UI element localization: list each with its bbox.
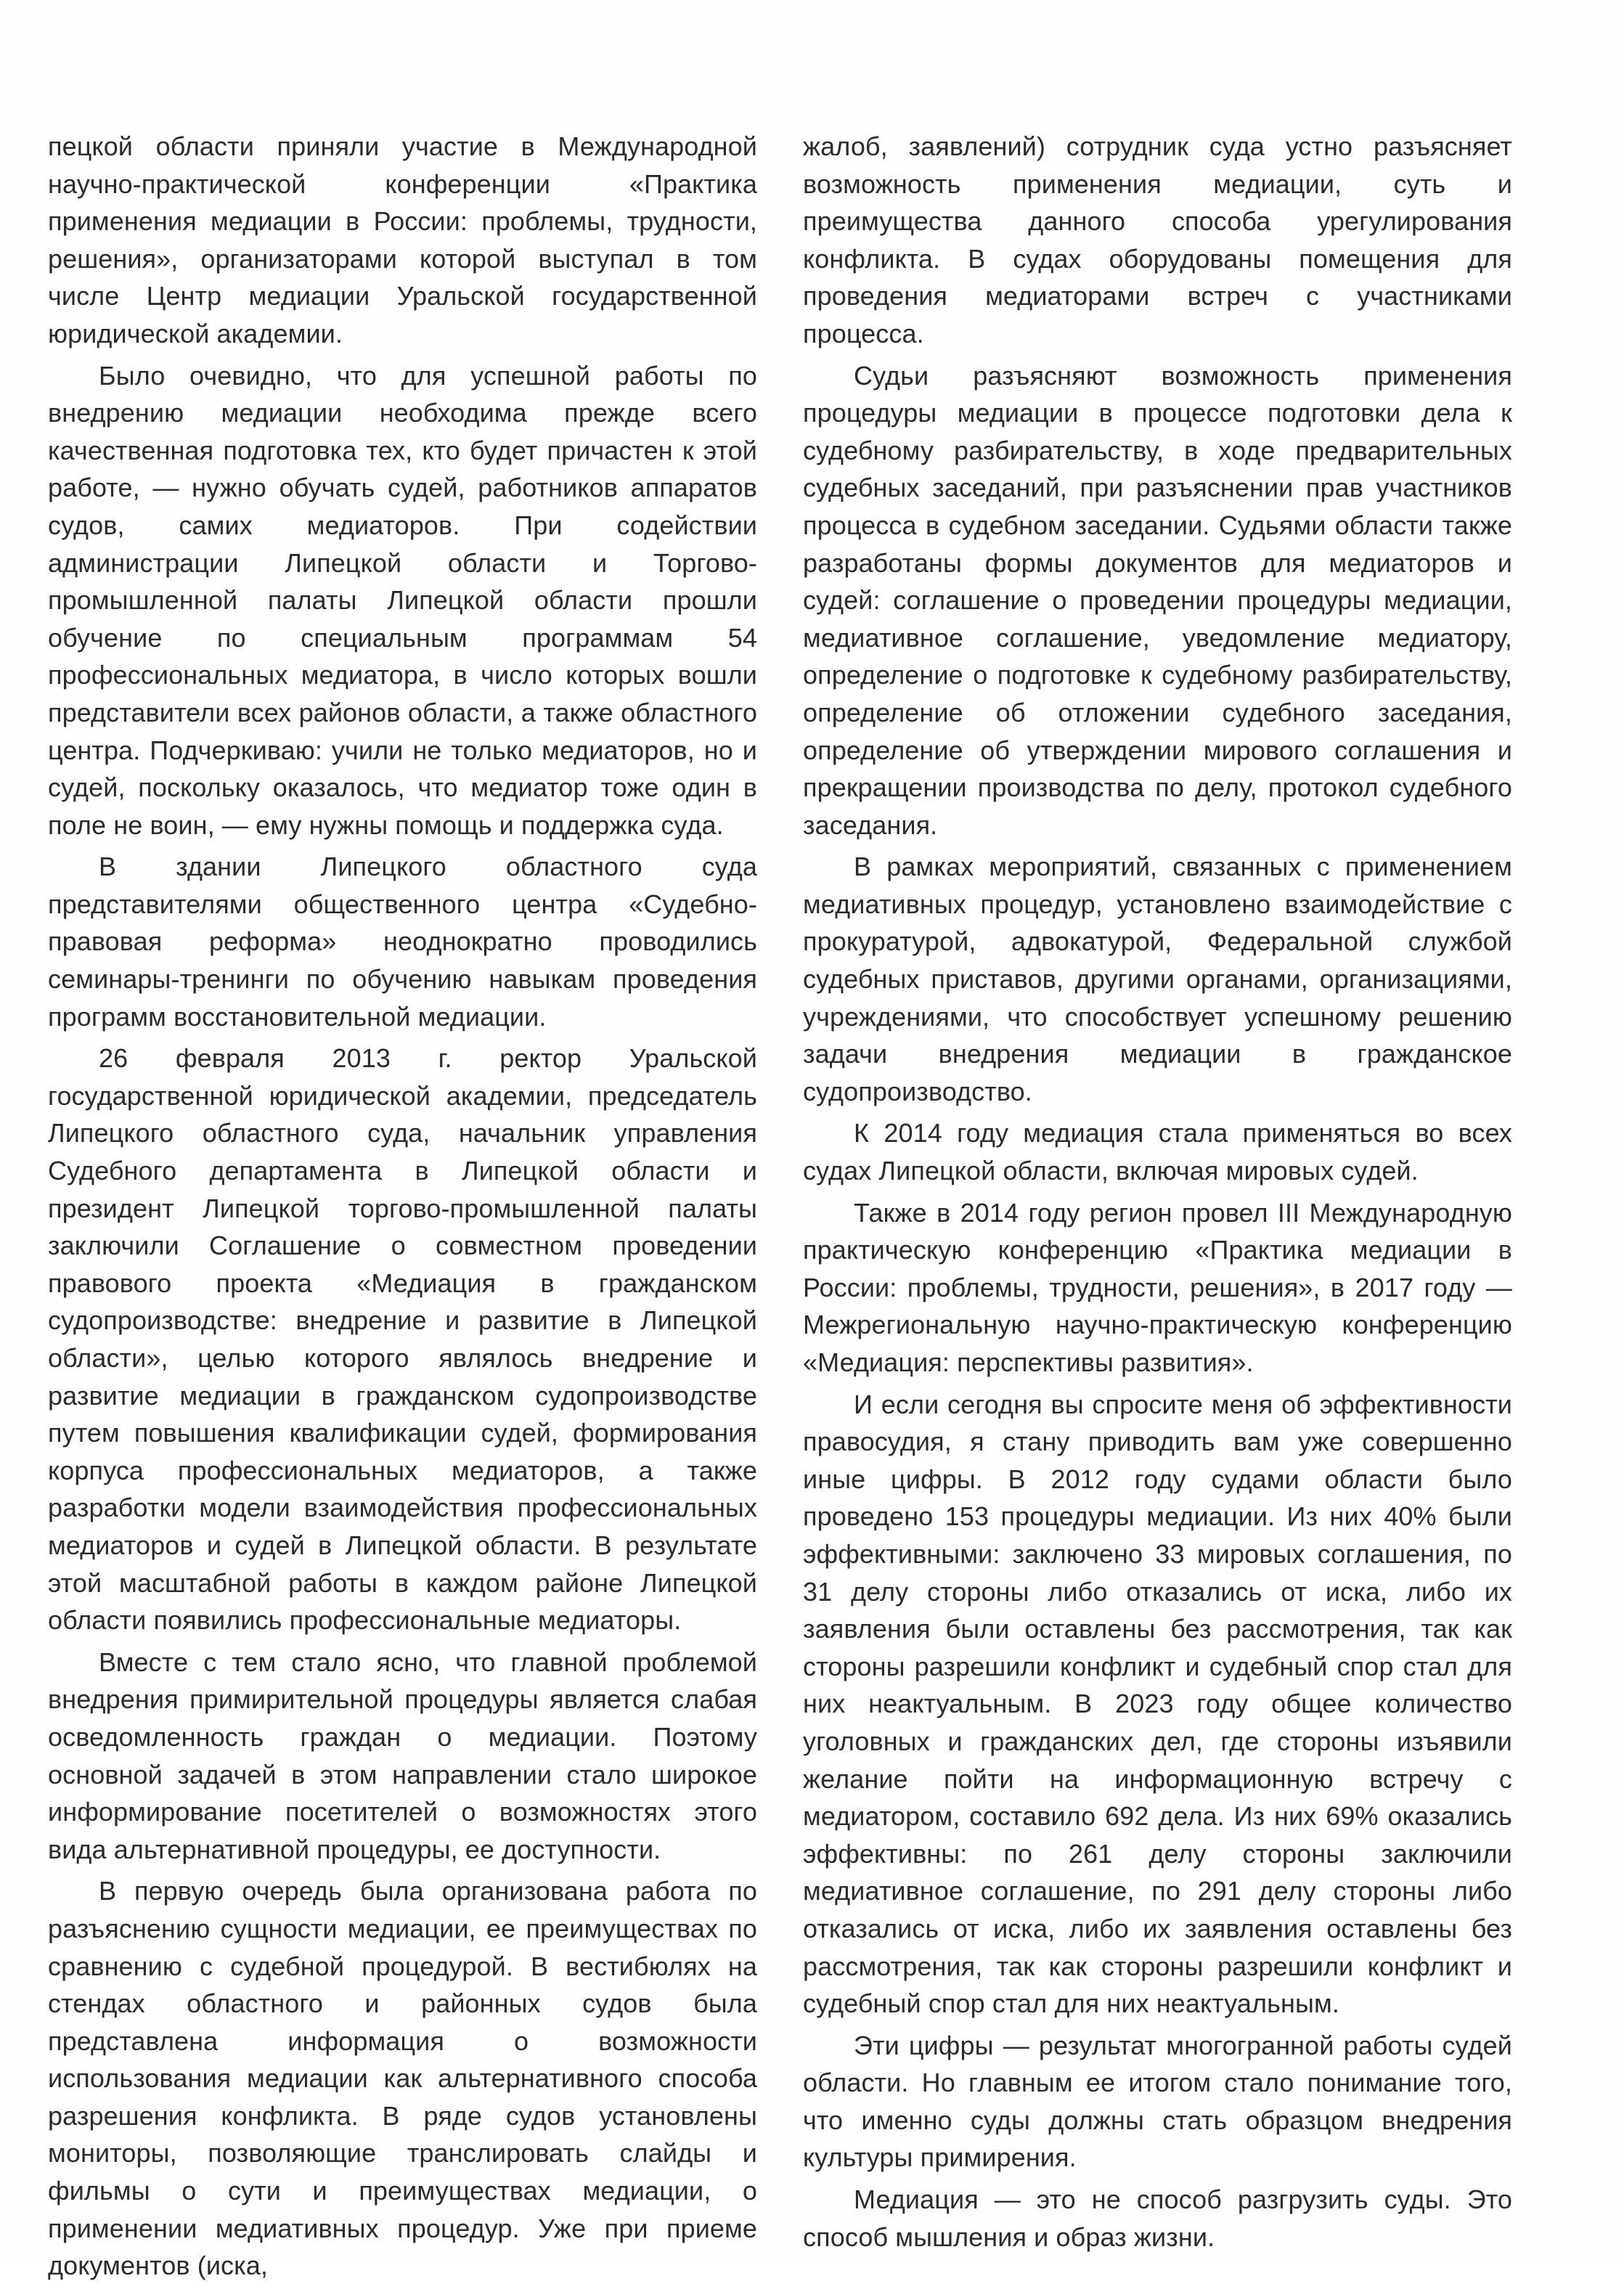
right-text-column: [803, 128, 1512, 2260]
paragraph: 26 февраля 2013 г. ректор Уральской государственной юридической академии, председатель Липецкого областного суда, начальник управления Судебного департамента в Липецкой области и президент Липецкой торгово-промышленной палаты заключили Соглашение о совместном проведении правового проекта «Медиация в гражданском судопроизводстве: внедрение и развитие в Липецкой области», целью которого являлось внедрение и развитие медиации в гражданском судопроизводстве путем повышения квалификации судей, формирования корпуса профессиональных медиаторов, а также разработки модели взаимодействия профессиональных медиаторов и судей в Липецкой области. В результате этой масштабной работы в каждом районе Липецкой области появились профессиональные медиаторы.: [48, 1043, 757, 1636]
paragraph: Вместе с тем стало ясно, что главной проблемой внедрения примирительной процедуры является слабая осведомленность граждан о медиации. Поэтому основной задачей в этом направлении стало широкое информирование посетителей о возможностях этого вида альтернативной процедуры, ее доступности.: [48, 1647, 757, 1864]
paragraph: Эти цифры — результат многогранной работы судей области. Но главным ее итогом стало понимание того, что именно суды должны стать образцом внедрения культуры примирения.: [803, 2030, 1512, 2173]
paragraph: Судьи разъясняют возможность применения процедуры медиации в процессе подготовки дела к судебному разбирательству, в ходе предварительных судебных заседаний, при разъяснении прав участников процесса в судебном заседании. Судьями области также разработаны формы документов для медиаторов и судей: соглашение о проведении процедуры медиации, медиативное соглашение, уведомление медиатору, определение о подготовке к судебному разбирательству, определение об отложении судебного заседания, определение об утверждении мирового соглашения и прекращении производства по делу, протокол судебного заседания.: [803, 360, 1512, 840]
paragraph: В первую очередь была организована работа по разъяснению сущности медиации, ее преимуществах по сравнению с судебной процедурой. В вестибюлях на стендах областного и районных судов была представлена информация о возможности использования медиации как альтернативного способа разрешения конфликта. В ряде судов установлены мониторы, позволяющие транслировать слайды и фильмы о сути и преимуществах медиации, о применении медиативных процедур. Уже при приеме документов (иска,: [48, 1876, 757, 2281]
paragraph: Медиация — это не способ разгрузить суды. Это способ мышления и образ жизни.: [803, 2184, 1512, 2252]
paragraph: жалоб, заявлений) сотрудник суда устно разъясняет возможность применения медиации, суть и преимущества данного способа урегулирования конфликта. В судах оборудованы помещения для проведения медиаторами встреч с участниками процесса.: [803, 131, 1512, 348]
paragraph: К 2014 году медиация стала применяться во всех судах Липецкой области, включая мировых судей.: [803, 1118, 1512, 1186]
left-text-column: [48, 128, 757, 2289]
paragraph: В рамках мероприятий, связанных с применением медиативных процедур, установлено взаимодействие с прокуратурой, адвокатурой, Федеральной службой судебных приставов, другими органами, организациями, учреждениями, что способствует успешному решению задачи внедрения медиации в гражданское судопроизводство.: [803, 852, 1512, 1106]
paragraph: пецкой области приняли участие в Международной научно-практической конференции «Практика применения медиации в России: проблемы, трудности, решения», организаторами которой выступал в том числе Центр медиации Уральской государственной юридической академии.: [48, 131, 757, 348]
paragraph: Также в 2014 году регион провел III Международную практическую конференцию «Практика медиации в России: проблемы, трудности, решения», в 2017 году — Межрегиональную научно-практическую конференцию «Медиация: перспективы развития».: [803, 1197, 1512, 1377]
paragraph: И если сегодня вы спросите меня об эффективности правосудия, я стану приводить вам уже совершенно иные цифры. В 2012 году судами области было проведено 153 процедуры медиации. Из них 40% были эффективными: заключено 33 мировых соглашения, по 31 делу стороны либо отказались от иска, либо их заявления были оставлены без рассмотрения, так как стороны разрешили конфликт и судебный спор стал для них неактуальным. В 2023 году общее количество уголовных и гражданских дел, где стороны изъявили желание пойти на информационную встречу с медиатором, составило 692 дела. Из них 69% оказались эффективны: по 261 делу стороны заключили медиативное соглашение, по 291 делу стороны либо отказались от иска, либо их заявления оставлены без рассмотрения, так как стороны разрешили конфликт и судебный спор стал для них неактуальным.: [803, 1389, 1512, 2019]
paragraph: Было очевидно, что для успешной работы по внедрению медиации необходима прежде всего качественная подготовка тех, кто будет причастен к этой работе, — нужно обучать судей, работников аппаратов судов, самих медиаторов. При содействии администрации Липецкой области и Торгово-промышленной палаты Липецкой области прошли обучение по специальным программам 54 профессиональных медиатора, в число которых вошли представители всех районов области, а также областного центра. Подчеркиваю: учили не только медиаторов, но и судей, поскольку оказалось, что медиатор тоже один в поле не воин, — ему нужны помощь и поддержка суда.: [48, 360, 757, 840]
paragraph: В здании Липецкого областного суда представителями общественного центра «Судебно-правовая реформа» неоднократно проводились семинары-тренинги по обучению навыкам проведения программ восстановительной медиации.: [48, 852, 757, 1032]
